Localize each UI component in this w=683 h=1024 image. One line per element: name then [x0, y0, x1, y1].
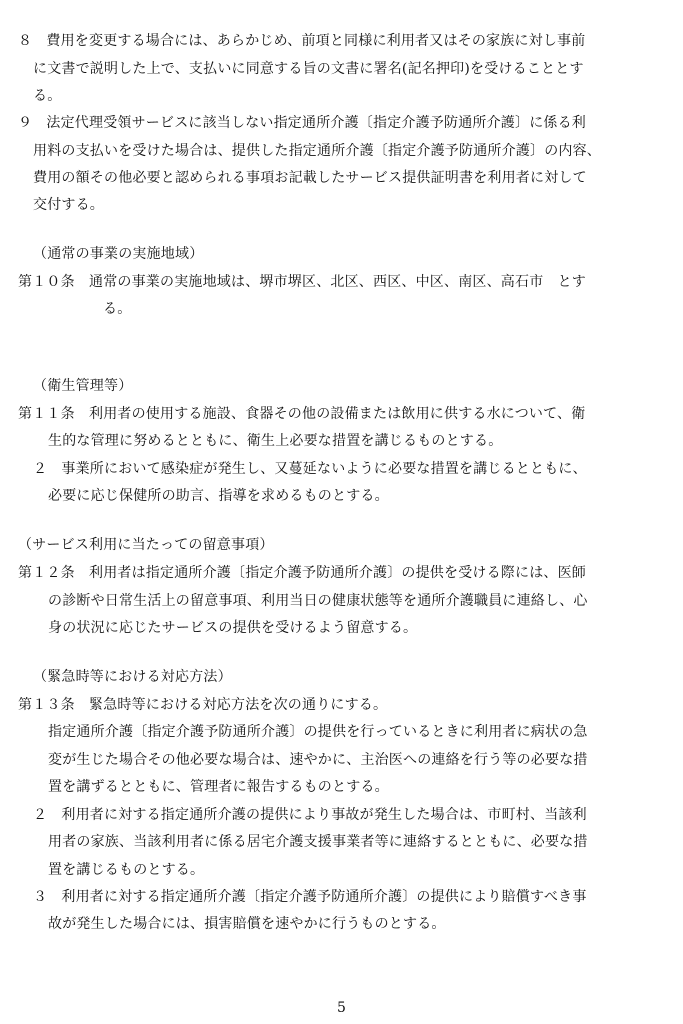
line: の診断や日常生活上の留意事項、利用当日の健康状態等を通所介護職員に連絡し、心: [48, 593, 588, 609]
line: ２ 利用者に対する指定通所介護の提供により事故が発生した場合は、市町村、当該利: [33, 807, 587, 823]
section-heading: （緊急時等における対応方法）: [33, 669, 232, 685]
line: 変が生じた場合その他必要な場合は、速やかに、主治医への連絡を行う等の必要な措: [48, 752, 588, 768]
line: ２ 事業所において感染症が発生し、又蔓延ないように必要な措置を講じるとともに、: [33, 461, 587, 477]
line: 指定通所介護〔指定介護予防通所介護〕の提供を行っているときに利用者に病状の急: [48, 724, 588, 740]
line: ３ 利用者に対する指定通所介護〔指定介護予防通所介護〕の提供により賠償すべき事: [33, 889, 587, 905]
line: 第１３条 緊急時等における対応方法を次の通りにする。: [18, 697, 388, 713]
line: る。: [33, 88, 62, 104]
line: ８ 費用を変更する場合には、あらかじめ、前項と同様に利用者又はその家族に対し事前: [18, 33, 586, 49]
line: 必要に応じ保健所の助言、指導を求めるものとする。: [48, 488, 389, 504]
line: 身の状況に応じたサービスの提供を受けるよう留意する。: [48, 620, 418, 636]
section-heading: （衛生管理等）: [33, 378, 133, 394]
line: 第１２条 利用者は指定通所介護〔指定介護予防通所介護〕の提供を受ける際には、医師: [18, 565, 586, 581]
line: 費用の額その他必要と認められる事項お記載したサービス提供証明書を利用者に対して: [33, 170, 587, 186]
line: 用者の家族、当該利用者に係る居宅介護支援事業者等に連絡するとともに、必要な措: [48, 834, 588, 850]
line: る。: [103, 301, 132, 317]
page-number: 5: [337, 1000, 346, 1016]
line: ９ 法定代理受領サービスに該当しない指定通所介護〔指定介護予防通所介護〕に係る利: [18, 115, 586, 131]
line: 用料の支払いを受けた場合は、提供した指定通所介護〔指定介護予防通所介護〕の内容、: [33, 143, 601, 159]
line: 故が発生した場合には、損害賠償を速やかに行うものとする。: [48, 916, 446, 932]
line: 生的な管理に努めるとともに、衛生上必要な措置を講じるものとする。: [48, 433, 503, 449]
section-heading: （通常の事業の実施地域）: [33, 246, 204, 262]
section-heading: （サービス利用に当たっての留意事項）: [18, 537, 274, 553]
line: に文書で説明した上で、支払いに同意する旨の文書に署名(記名押印)を受けることとす: [33, 61, 584, 77]
line: 置を講じるものとする。: [48, 862, 205, 878]
line: 置を講ずるとともに、管理者に報告するものとする。: [48, 779, 389, 795]
line: 第１１条 利用者の使用する施設、食器その他の設備または飲用に供する水について、衛: [18, 406, 586, 422]
line: 交付する。: [33, 197, 104, 213]
line: 第１０条 通常の事業の実施地域は、堺市堺区、北区、西区、中区、南区、高石市 とす: [18, 274, 586, 290]
